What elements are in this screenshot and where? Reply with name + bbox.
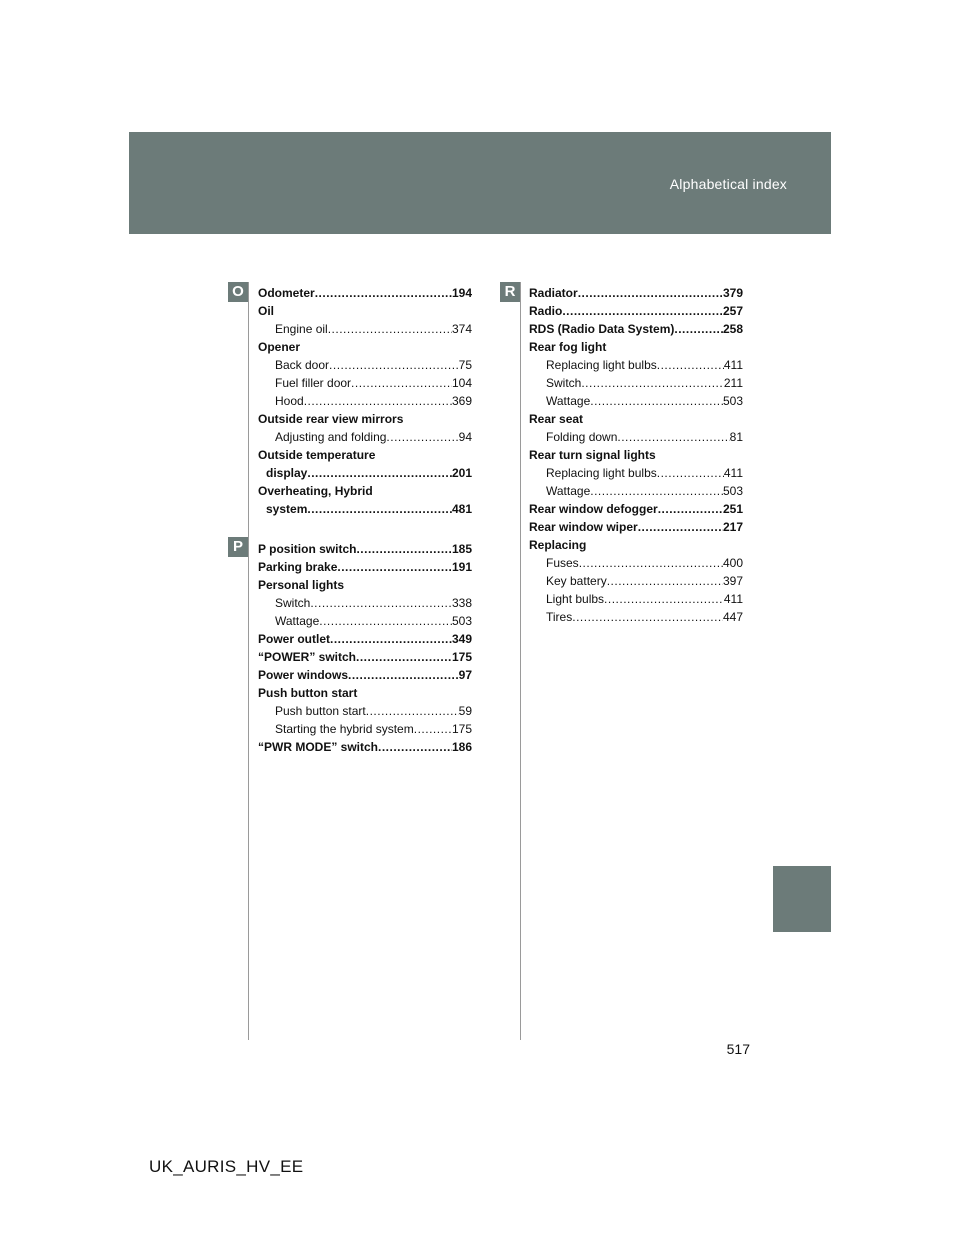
- index-heading: Outside rear view mirrors: [258, 412, 404, 426]
- index-subentry: Hood ..... 369: [258, 392, 472, 410]
- index-heading: Rear turn signal lights: [529, 448, 656, 462]
- index-entry: Rear window defogger ..... 251: [529, 500, 743, 518]
- index-subentry: Adjusting and folding ..... 94: [258, 428, 472, 446]
- index-entry: Power outlet ..... 349: [258, 630, 472, 648]
- index-heading: Opener: [258, 340, 301, 354]
- index-subentry: Replacing light bulbs ..... 411: [529, 356, 743, 374]
- index-subentry: Engine oil ..... 374: [258, 320, 472, 338]
- index-subentry: Folding down ..... 81: [529, 428, 743, 446]
- index-subentry: Tires ..... 447: [529, 608, 743, 626]
- index-heading: Push button start: [258, 686, 358, 700]
- section-letter-r: R: [500, 282, 520, 302]
- index-entry: “PWR MODE” switch ..... 186: [258, 738, 472, 756]
- index-heading: Rear fog light: [529, 340, 607, 354]
- index-subentry: Switch ..... 211: [529, 374, 743, 392]
- index-entry: Radio ..... 257: [529, 302, 743, 320]
- index-entry: Power windows ..... 97: [258, 666, 472, 684]
- index-entry: system ..... 481: [258, 500, 472, 518]
- index-entry: “POWER” switch ..... 175: [258, 648, 472, 666]
- index-subentry: Wattage ..... 503: [529, 482, 743, 500]
- index-entry: Rear window wiper ..... 217: [529, 518, 743, 536]
- document-code: UK_AURIS_HV_EE: [149, 1157, 304, 1176]
- index-entry: Radiator ..... 379: [529, 284, 743, 302]
- side-tab: [773, 866, 831, 932]
- index-entry: P position switch ..... 185: [258, 540, 472, 558]
- header-band: [129, 132, 831, 234]
- column-divider-middle: [520, 282, 521, 1040]
- section-letter-o: O: [228, 282, 248, 302]
- index-column-left: [258, 284, 472, 756]
- index-subentry: Push button start ..... 59: [258, 702, 472, 720]
- index-subentry: Back door ..... 75: [258, 356, 472, 374]
- header-title: Alphabetical index: [669, 176, 787, 192]
- index-subentry: Replacing light bulbs ..... 411: [529, 464, 743, 482]
- index-entry: display ..... 201: [258, 464, 472, 482]
- index-entry: Parking brake ..... 191: [258, 558, 472, 576]
- column-divider-left: [248, 282, 249, 1040]
- index-subentry: Switch ..... 338: [258, 594, 472, 612]
- index-subentry: Wattage ..... 503: [258, 612, 472, 630]
- index-heading: Replacing: [529, 538, 587, 552]
- index-subentry: Key battery ..... 397: [529, 572, 743, 590]
- index-heading: Overheating, Hybrid: [258, 484, 373, 498]
- index-subentry: Fuses ..... 400: [529, 554, 743, 572]
- index-subentry: Fuel filler door ..... 104: [258, 374, 472, 392]
- page-number: 517: [726, 1041, 750, 1057]
- index-heading: Outside temperature: [258, 448, 376, 462]
- section-letter-p: P: [228, 537, 248, 557]
- section-spacer: [258, 518, 472, 540]
- index-subentry: Starting the hybrid system ..... 175: [258, 720, 472, 738]
- index-entry: RDS (Radio Data System) ..... 258: [529, 320, 743, 338]
- index-heading: Rear seat: [529, 412, 584, 426]
- index-column-right: [529, 284, 743, 626]
- index-entry: Odometer ..... 194: [258, 284, 472, 302]
- index-subentry: Light bulbs ..... 411: [529, 590, 743, 608]
- index-subentry: Wattage ..... 503: [529, 392, 743, 410]
- index-heading: Oil: [258, 304, 275, 318]
- index-heading: Personal lights: [258, 578, 345, 592]
